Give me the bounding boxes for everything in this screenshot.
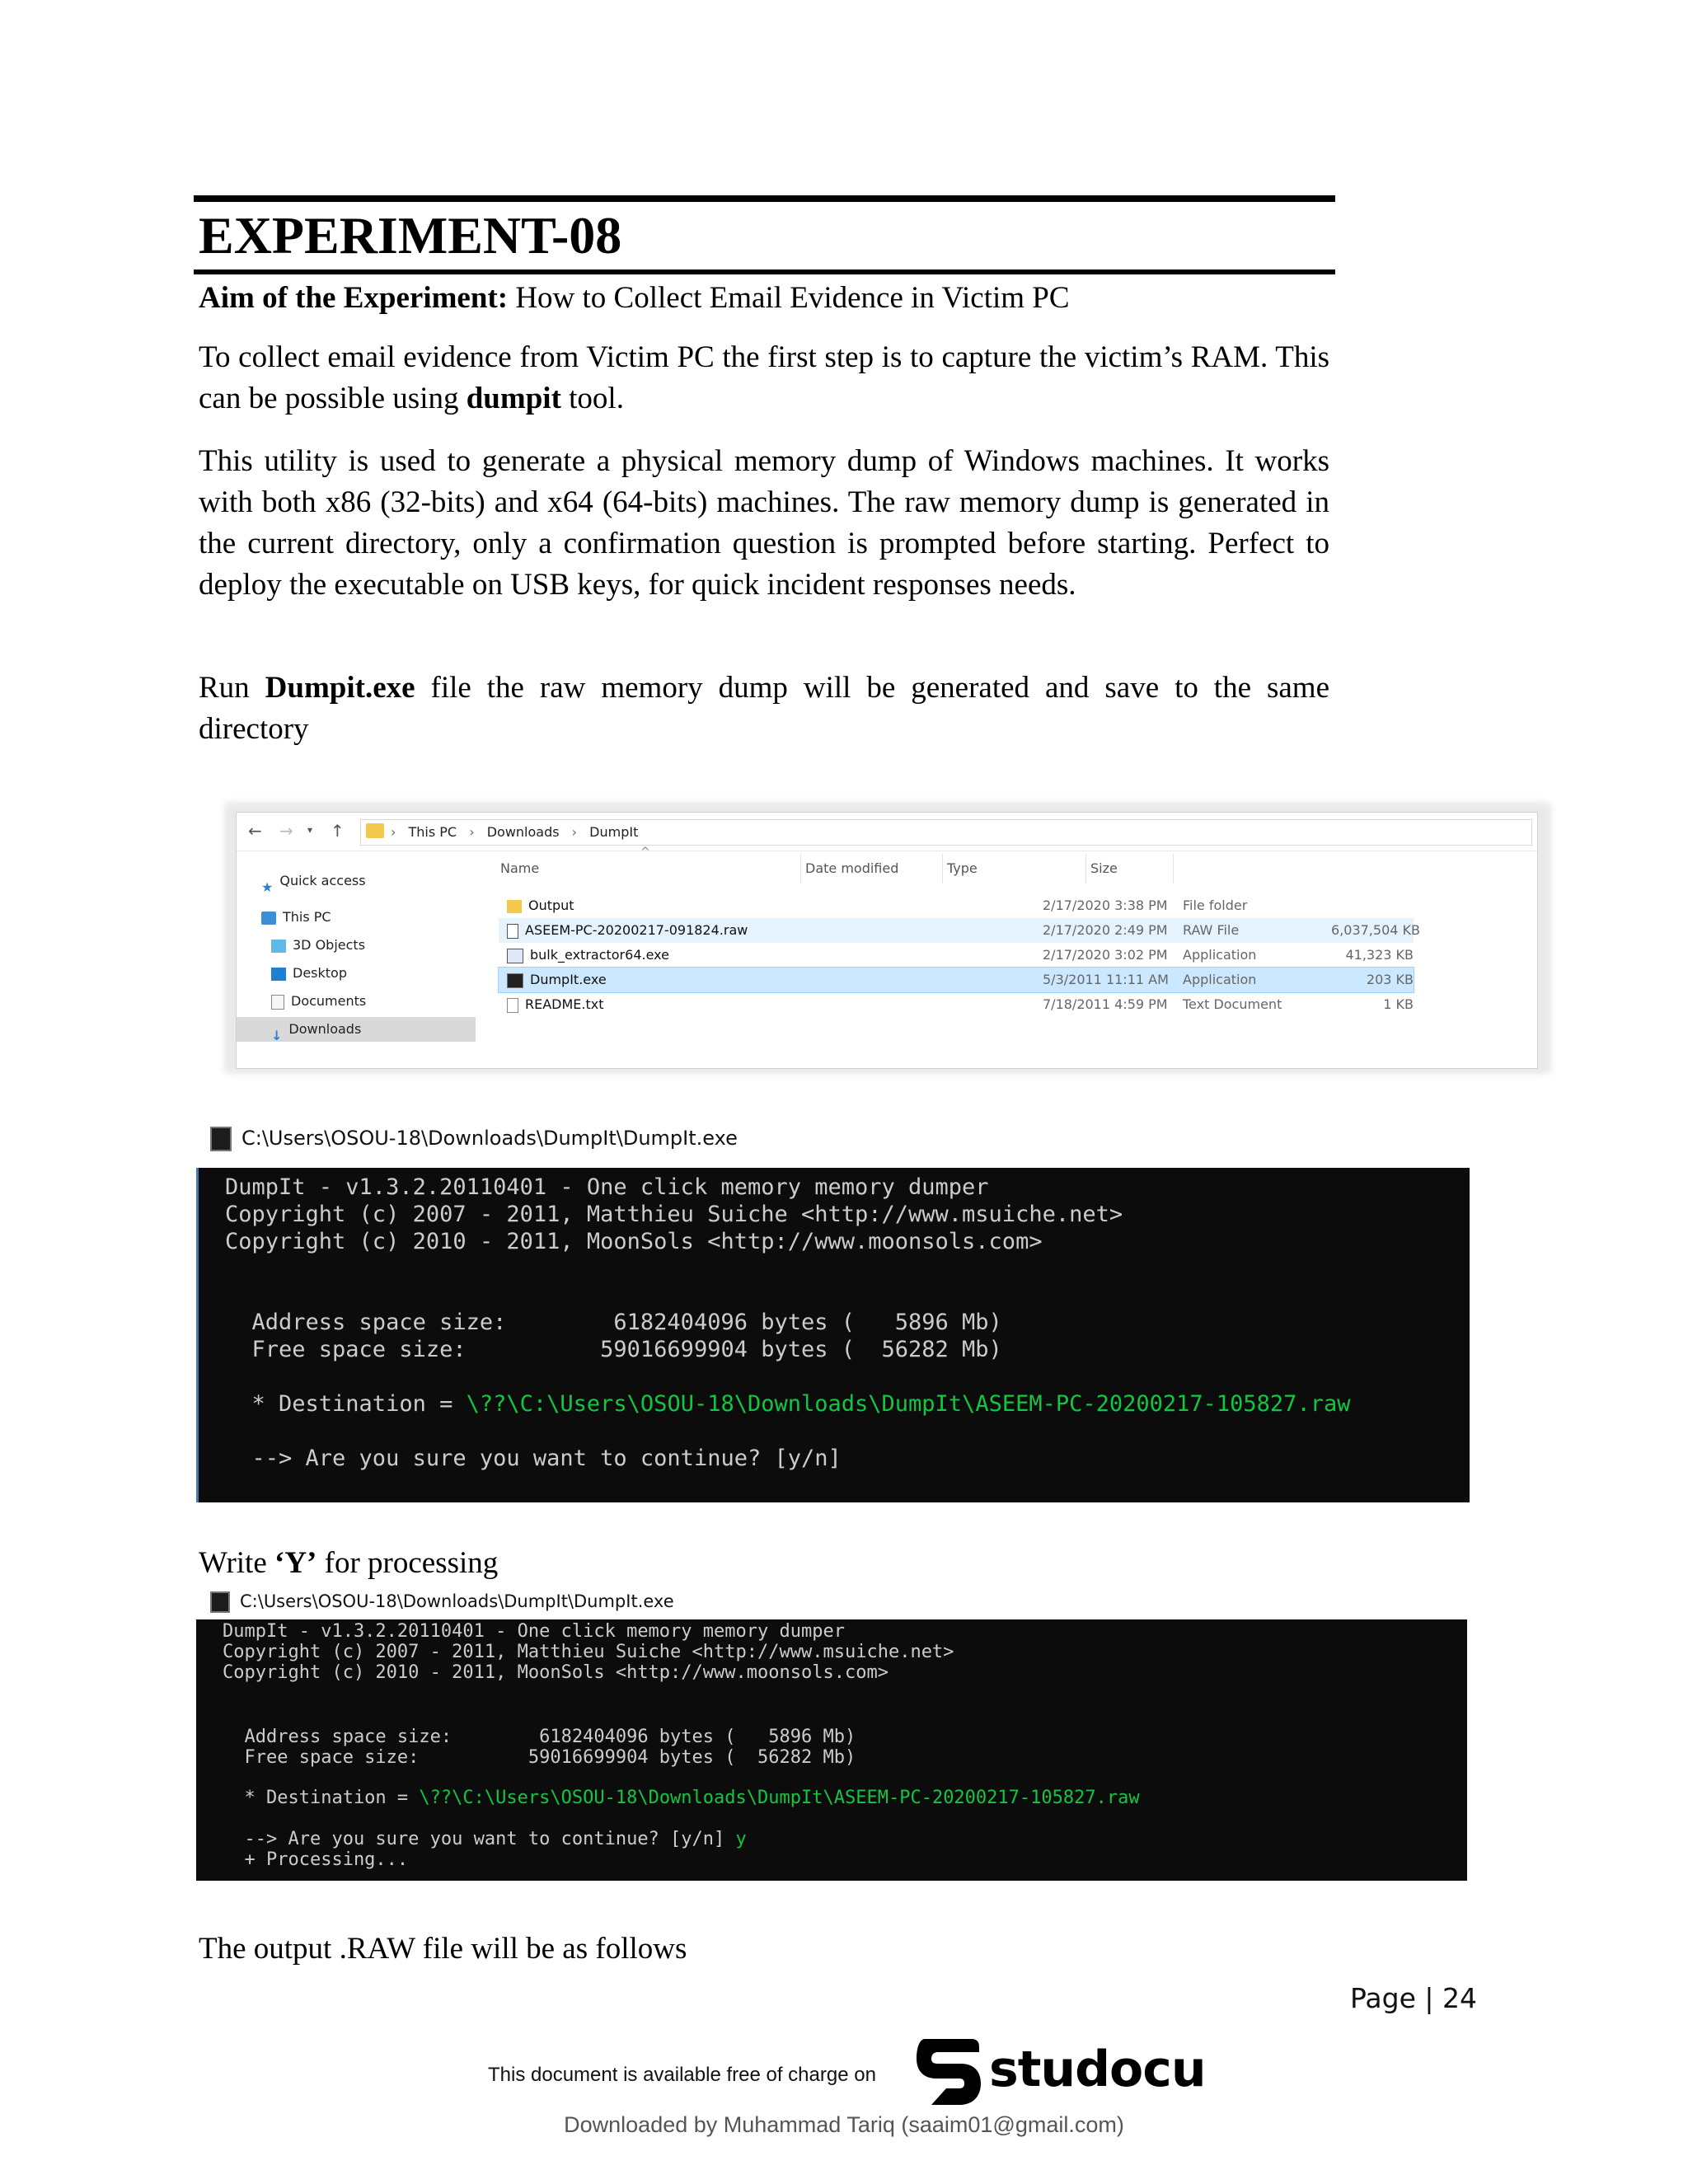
column-divider[interactable]: [942, 854, 943, 883]
file-explorer-window: [236, 812, 1538, 1069]
downloaded-by-note: Downloaded by Muhammad Tariq (saaim01@gmail.com): [564, 2112, 1124, 2137]
file-date: 2/17/2020 3:02 PM: [1043, 947, 1168, 963]
studocu-logo-icon[interactable]: [913, 2034, 982, 2108]
console-2-title-bar: [210, 1591, 674, 1613]
column-divider[interactable]: [1085, 854, 1086, 883]
download-arrow-icon: ↓: [271, 1027, 283, 1043]
caption-text-before: Write: [199, 1546, 274, 1580]
back-arrow-icon[interactable]: ←: [248, 821, 262, 841]
console-app-icon: [507, 973, 523, 988]
footer-availability-note: This document is available free of charge on: [488, 2064, 876, 2086]
nav-item-documents[interactable]: [271, 989, 366, 1014]
caption-key: ‘Y’: [274, 1546, 317, 1580]
file-type: RAW File: [1183, 922, 1240, 938]
breadcrumb-chevron-icon: ›: [469, 824, 475, 840]
console-line: Copyright (c) 2010 - 2011, MoonSols <http://www.moonsols.com>: [225, 1229, 1043, 1254]
prompt-text: --> Are you sure you want to continue? [y/n]: [223, 1829, 736, 1849]
console-2-window: [196, 1619, 1467, 1881]
aim-label: Aim of the Experiment:: [199, 281, 509, 315]
aim-text: How to Collect Email Evidence in Victim PC: [508, 281, 1070, 315]
console-processing-line: + Processing...: [223, 1849, 409, 1870]
file-size: 6,037,504 KB: [1331, 922, 1420, 938]
nav-item-3d-objects[interactable]: [271, 933, 365, 958]
file-name: [507, 893, 574, 918]
address-bar-row: [237, 813, 1537, 851]
experiment-heading: EXPERIMENT-08: [199, 206, 622, 265]
run-text-before: Run: [199, 671, 265, 705]
console-2-title: C:\Users\OSOU-18\Downloads\DumpIt\DumpIt.exe: [240, 1591, 674, 1611]
file-row-selected[interactable]: [499, 968, 1414, 992]
console-icon: [210, 1591, 230, 1613]
recent-locations-chevron-icon[interactable]: ▾: [307, 824, 313, 836]
folder-icon: [366, 823, 384, 838]
file-name-label: ASEEM-PC-20200217-091824.raw: [525, 922, 748, 938]
up-arrow-icon[interactable]: ↑: [331, 821, 345, 841]
file-type: Text Document: [1183, 996, 1282, 1012]
nav-label: Downloads: [288, 1021, 362, 1037]
text-file-icon: [507, 998, 518, 1013]
breadcrumb-chevron-icon: ›: [571, 824, 578, 840]
column-header-name[interactable]: Name: [500, 860, 540, 876]
nav-label: 3D Objects: [293, 937, 366, 953]
forward-arrow-icon[interactable]: →: [279, 821, 293, 841]
nav-label: This PC: [283, 909, 331, 925]
breadcrumb-downloads[interactable]: Downloads: [486, 824, 560, 840]
console-1-title: C:\Users\OSOU-18\Downloads\DumpIt\DumpIt.exe: [241, 1127, 738, 1150]
sort-ascending-icon: ^: [640, 846, 650, 859]
application-icon: [507, 949, 523, 963]
console-prompt-line: --> Are you sure you want to continue? [y/n]: [225, 1446, 842, 1471]
file-name: [507, 968, 607, 992]
cube-icon: [271, 940, 286, 953]
write-y-caption: [199, 1543, 498, 1584]
address-box[interactable]: [360, 819, 1532, 846]
file-row[interactable]: [499, 992, 1414, 1017]
file-type: Application: [1183, 947, 1257, 963]
console-line: DumpIt - v1.3.2.20110401 - One click memory memory dumper: [225, 1174, 989, 1200]
column-divider[interactable]: [800, 854, 801, 883]
column-divider[interactable]: [1173, 854, 1174, 883]
intro-text-before: To collect email evidence from Victim PC the first step is to capture the victim’s RAM. This can be possible using: [199, 340, 1329, 415]
nav-item-quick-access[interactable]: [261, 869, 366, 893]
console-destination-line: [225, 1390, 1350, 1418]
nav-item-this-pc[interactable]: [261, 905, 331, 930]
nav-label: Documents: [291, 993, 367, 1009]
destination-label: * Destination =: [225, 1391, 467, 1417]
caption-text-after: for processing: [316, 1546, 499, 1580]
breadcrumb-chevron-icon: ›: [391, 824, 396, 840]
file-size: 1 KB: [1383, 996, 1414, 1012]
file-type: Application: [1183, 972, 1257, 987]
navigation-pane: [237, 851, 477, 1068]
file-name: [507, 992, 604, 1017]
computer-icon: [261, 912, 276, 925]
raw-file-icon: [507, 924, 518, 939]
destination-path: \??\C:\Users\OSOU-18\Downloads\DumpIt\ASEEM-PC-20200217-105827.raw: [419, 1788, 1140, 1808]
utility-description-paragraph: This utility is used to generate a physical memory dump of Windows machines. It works with both x86 (32-bits) and x64 (64-bits) machines. The raw memory dump is generated in the current directory, only a confirmation question is prompted before starting. Perfect to deploy the executable on USB keys, for quick incident responses needs.: [199, 444, 1329, 602]
run-text-after: file the raw memory dump will be generated and save to the same directory: [199, 671, 1329, 746]
file-date: 2/17/2020 2:49 PM: [1043, 922, 1168, 938]
column-header-type[interactable]: Type: [947, 860, 978, 876]
output-caption: The output .RAW file will be as follows: [199, 1932, 687, 1966]
nav-label: Desktop: [293, 965, 347, 981]
column-header-date[interactable]: Date modified: [805, 860, 899, 876]
file-name-label: Output: [528, 898, 574, 913]
console-1-window: [196, 1168, 1470, 1502]
intro-text-after: tool.: [560, 382, 624, 415]
file-row[interactable]: [499, 918, 1420, 943]
file-type: File folder: [1183, 898, 1248, 913]
heading-rule-bottom: [194, 269, 1335, 274]
file-date: 7/18/2011 4:59 PM: [1043, 996, 1168, 1012]
breadcrumb-dumpit[interactable]: DumpIt: [589, 824, 639, 840]
console-line: Free space size: 59016699904 bytes ( 56282 Mb): [223, 1747, 856, 1768]
file-row[interactable]: [499, 943, 1414, 968]
star-icon: ★: [261, 879, 274, 895]
file-size: 203 KB: [1366, 972, 1414, 987]
file-date: 5/3/2011 11:11 AM: [1043, 972, 1169, 987]
run-exe-name: Dumpit.exe: [265, 671, 415, 705]
file-name: [507, 943, 669, 968]
console-destination-line: [223, 1788, 1140, 1808]
console-line: Copyright (c) 2010 - 2011, MoonSols <http://www.moonsols.com>: [223, 1662, 889, 1683]
console-line: Copyright (c) 2007 - 2011, Matthieu Suiche <http://www.msuiche.net>: [225, 1202, 1123, 1227]
console-1-title-bar: [210, 1127, 738, 1151]
prompt-answer: y: [735, 1829, 747, 1849]
console-line: DumpIt - v1.3.2.20110401 - One click memory memory dumper: [223, 1621, 845, 1642]
file-name-label: DumpIt.exe: [530, 972, 607, 987]
column-header-size[interactable]: Size: [1090, 860, 1118, 876]
console-line: Free space size: 59016699904 bytes ( 56282 Mb): [225, 1337, 1002, 1362]
file-row[interactable]: [499, 893, 1414, 918]
console-line: Address space size: 6182404096 bytes ( 5896 Mb): [225, 1310, 1002, 1335]
console-line: Address space size: 6182404096 bytes ( 5896 Mb): [223, 1727, 856, 1747]
intro-paragraph: [199, 337, 1329, 419]
file-name-label: bulk_extractor64.exe: [530, 947, 669, 963]
breadcrumb-this-pc[interactable]: This PC: [408, 824, 457, 840]
intro-tool-name: dumpit: [466, 382, 561, 415]
file-size: 41,323 KB: [1345, 947, 1414, 963]
file-date: 2/17/2020 3:38 PM: [1043, 898, 1168, 913]
studocu-wordmark[interactable]: studocu: [989, 2041, 1206, 2098]
nav-item-downloads[interactable]: [237, 1017, 476, 1042]
desktop-icon: [271, 968, 286, 981]
aim-line: [199, 278, 1336, 319]
destination-label: * Destination =: [223, 1788, 420, 1808]
file-name: [507, 918, 748, 943]
console-prompt-line: [223, 1829, 747, 1849]
run-instruction-paragraph: [199, 668, 1329, 750]
heading-rule-top: [194, 195, 1335, 202]
nav-item-desktop[interactable]: [271, 961, 347, 986]
file-name-label: README.txt: [525, 996, 604, 1012]
page-number: Page | 24: [1350, 1982, 1477, 2014]
folder-icon: [507, 900, 522, 913]
document-icon: [271, 995, 284, 1010]
console-icon: [210, 1127, 232, 1151]
nav-label: Quick access: [279, 873, 366, 888]
console-line: Copyright (c) 2007 - 2011, Matthieu Suiche <http://www.msuiche.net>: [223, 1642, 954, 1662]
destination-path: \??\C:\Users\OSOU-18\Downloads\DumpIt\ASEEM-PC-20200217-105827.raw: [466, 1391, 1351, 1417]
breadcrumb: [391, 824, 646, 840]
